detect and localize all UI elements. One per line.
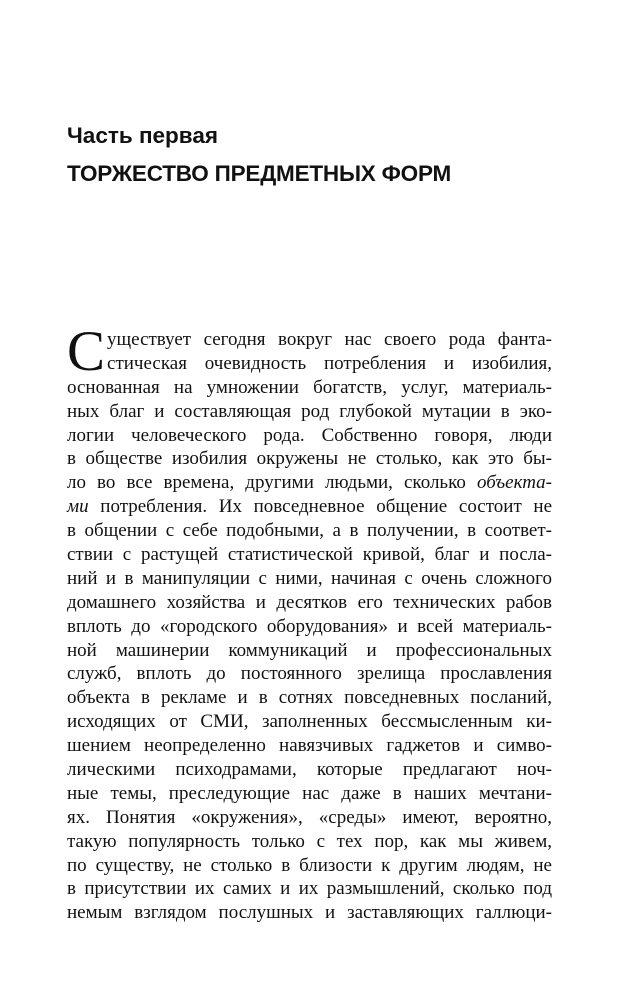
text-line: в общении с себе подобными, а в получении, в соответ- (67, 520, 552, 542)
part-title: ТОРЖЕСТВО ПРЕДМЕТНЫХ ФОРМ (67, 161, 452, 186)
text-line: ях. Понятия «окружения», «среды» имеют, вероятно, (67, 806, 552, 828)
text-line: в обществе изобилия окружены не столько, как это бы- (67, 448, 552, 470)
text-line: ствии с растущей статистической кривой, благ и посла- (67, 544, 552, 566)
text-line: домашнего хозяйства и десятков его технических рабов (67, 591, 552, 613)
text-line (67, 471, 552, 495)
text-line: ний и в манипуляции с ними, начиная с очень сложного (67, 567, 552, 589)
text-line: уществует сегодня вокруг нас своего рода фанта- (107, 329, 552, 350)
part-label: Часть первая (67, 123, 218, 148)
text-line: ной машинерии коммуникаций и профессиональных (67, 639, 552, 661)
text-line: немым взглядом послушных и заставляющих галлюци- (67, 902, 552, 924)
text-line: шением неопределенно навязчивых гаджетов и симво- (67, 735, 552, 757)
text-line: служб, вплоть до постоянного зрелища прославления (67, 663, 552, 685)
text-line: вплоть до «городского оборудования» и всей материаль- (67, 615, 552, 637)
text-line: по существу, не столько в близости к другим людям, не (67, 854, 552, 876)
text-line: стическая очевидность потребления и изобилия, (107, 352, 552, 374)
text-line: основанная на умножении богатств, услуг, материаль- (67, 376, 552, 398)
text-line: ных благ и составляющая род глубокой мутации в эко- (67, 400, 552, 422)
text-line: такую популярность только с тех пор, как мы живем, (67, 830, 552, 852)
paragraph-lead (67, 328, 552, 376)
text-line: исходящих от СМИ, заполненных бессмысленным ки- (67, 711, 552, 733)
text-line: ные темы, преследующие нас даже в наших мечтани- (67, 782, 552, 804)
text-segment: потребления. Их повседневное общение состоит не (88, 496, 552, 518)
text-line (67, 495, 552, 519)
text-line: логии человеческого рода. Собственно говоря, люди (67, 424, 552, 446)
text-line: в присутствии их самих и их размышлений, сколько под (67, 878, 552, 900)
emphasis-text: ми (67, 496, 89, 518)
text-segment: ло во все времена, другими людьми, сколько (67, 472, 477, 494)
text-line: лическими психодрамами, которые предлагают ноч- (67, 759, 552, 781)
drop-cap: С (67, 328, 106, 376)
emphasis-text: объекта- (476, 472, 552, 494)
text-line: объекта в рекламе и в сотнях повседневных посланий, (67, 687, 552, 709)
body-paragraph (67, 328, 552, 925)
